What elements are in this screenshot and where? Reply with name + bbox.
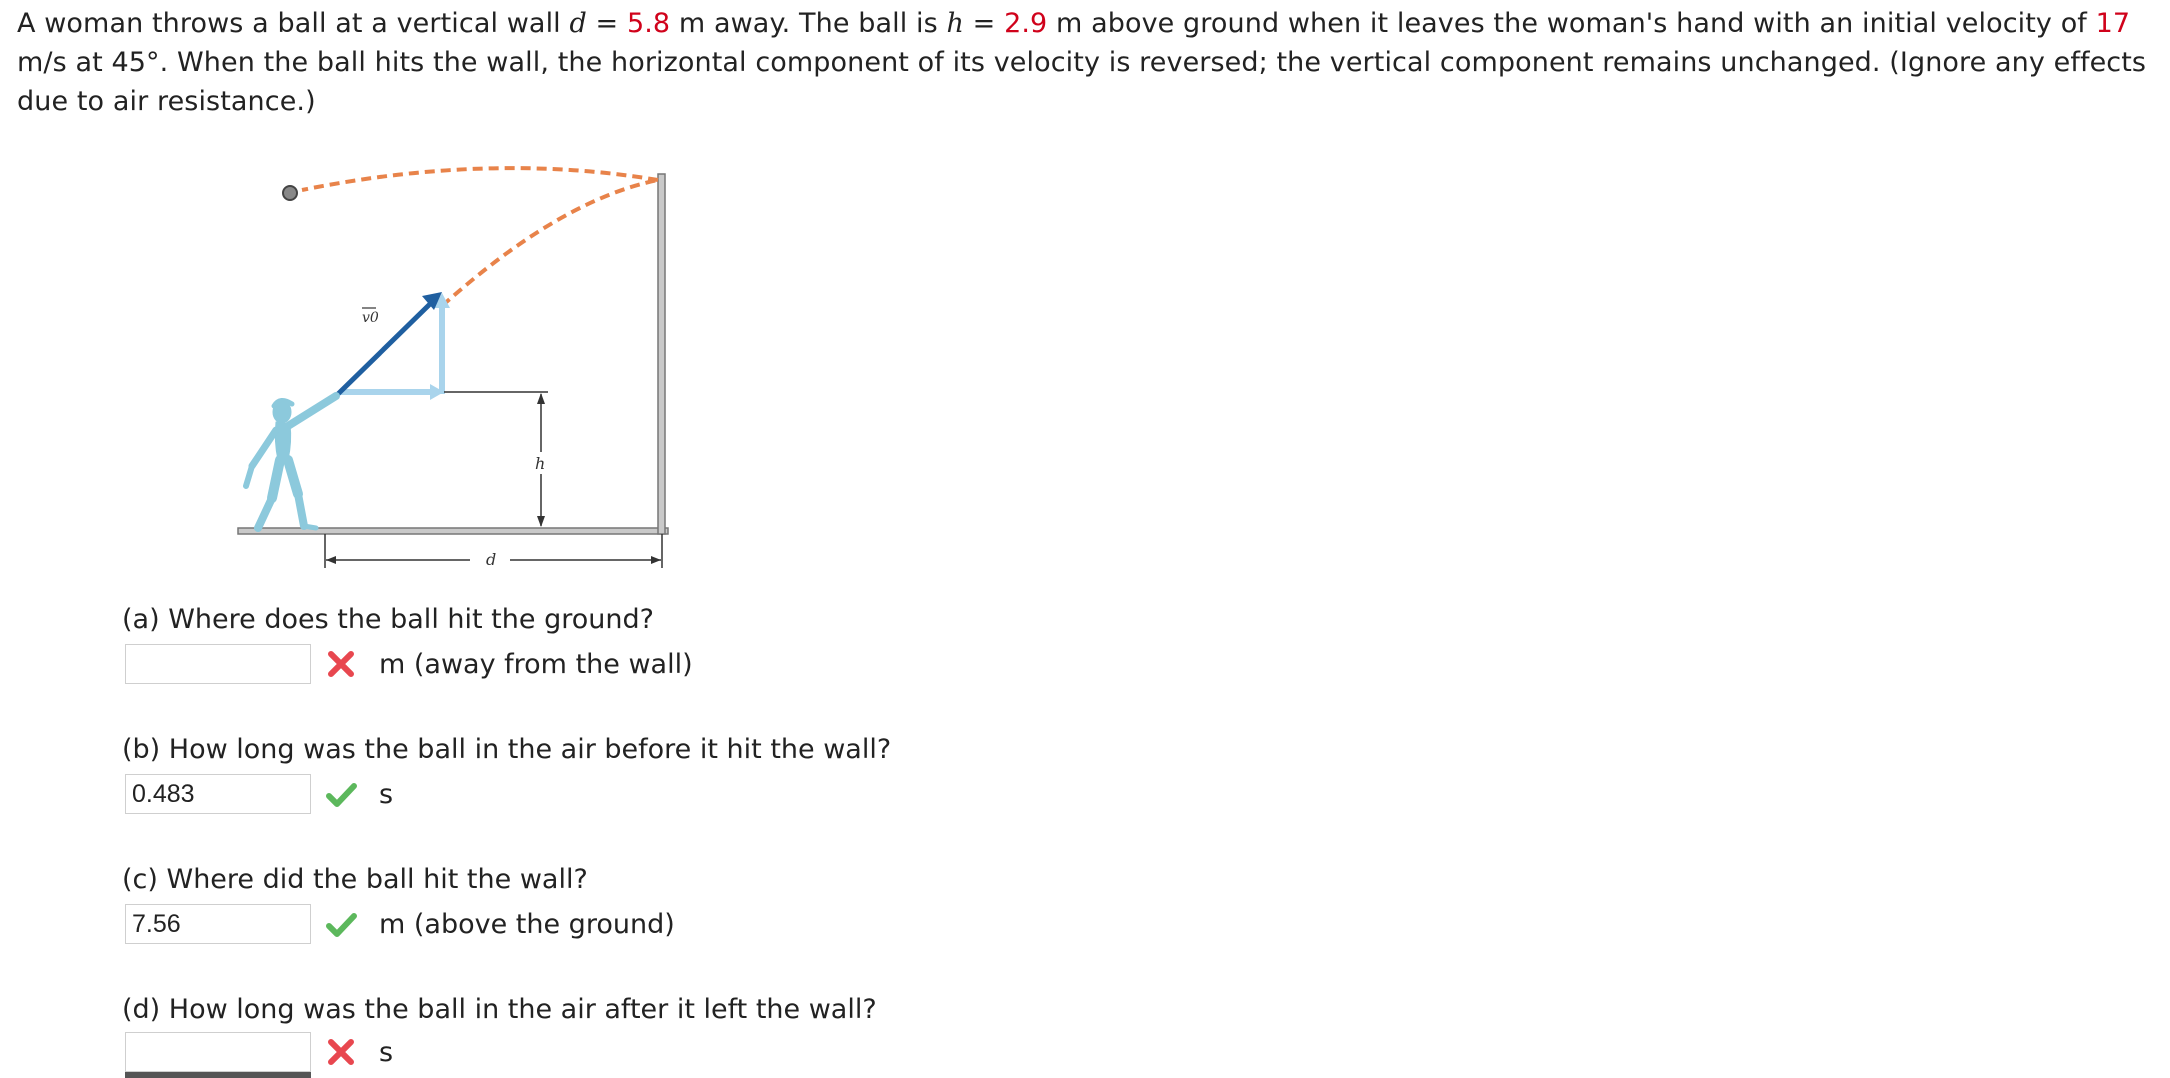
v0-label: v0: [362, 310, 379, 326]
d-label: d: [486, 550, 497, 569]
distance-value: 5.8: [626, 8, 671, 39]
d-arrowhead-left: [326, 556, 336, 564]
question-a-answer-row: [125, 642, 693, 686]
question-a-prompt: (a) Where does the ball hit the ground?: [122, 604, 654, 635]
problem-text: m/s at 45°. When the ball hits the wall, the horizontal component of its velocity is reversed; the vertical component remains unchanged. (Ignore any effects due to air resistance.): [17, 47, 2147, 117]
height-value: 2.9: [1004, 8, 1048, 39]
distance-symbol: d: [569, 8, 587, 39]
incorrect-x-icon: [321, 644, 361, 684]
question-a-unit: m (away from the wall): [379, 648, 693, 680]
question-c-prompt: (c) Where did the ball hit the wall?: [122, 864, 588, 895]
question-b-unit: s: [379, 778, 394, 810]
h-arrowhead-top: [537, 393, 545, 404]
question-b-input[interactable]: [125, 774, 311, 814]
question-d-answer-row: [125, 1030, 393, 1074]
height-symbol: h: [946, 8, 964, 39]
focus-underline: [125, 1072, 311, 1078]
question-c-input[interactable]: [125, 904, 311, 944]
h-arrowhead-bottom: [537, 516, 545, 527]
question-d-input[interactable]: [125, 1032, 311, 1072]
rebound-trajectory-curve: [302, 168, 658, 190]
correct-check-icon: [321, 904, 361, 944]
problem-text: m away. The ball is: [670, 8, 947, 39]
incorrect-x-icon: [321, 1032, 361, 1072]
trajectory-curve: [442, 180, 658, 306]
wall: [658, 174, 665, 534]
question-d-prompt: (d) How long was the ball in the air after it left the wall?: [122, 994, 877, 1025]
woman-thrower: [246, 396, 336, 528]
initial-velocity-arrow: [338, 304, 430, 394]
question-b-prompt: (b) How long was the ball in the air before it hit the wall?: [122, 734, 892, 765]
h-label: h: [535, 454, 546, 473]
d-arrowhead-right: [651, 556, 661, 564]
question-b-answer-row: [125, 772, 393, 816]
question-c-answer-row: [125, 902, 675, 946]
velocity-value: 17: [2095, 8, 2131, 39]
problem-statement: [17, 4, 2157, 121]
equals-sign: =: [586, 8, 627, 39]
equals-sign: =: [963, 8, 1005, 39]
ball: [283, 186, 297, 200]
question-d-unit: s: [379, 1036, 394, 1068]
problem-text: A woman throws a ball at a vertical wall: [17, 8, 570, 39]
question-a-input[interactable]: [125, 644, 311, 684]
correct-check-icon: [321, 774, 361, 814]
question-c-unit: m (above the ground): [379, 908, 675, 940]
problem-text: m above ground when it leaves the woman's hand with an initial velocity of: [1047, 8, 2096, 39]
physics-diagram: [230, 160, 680, 580]
